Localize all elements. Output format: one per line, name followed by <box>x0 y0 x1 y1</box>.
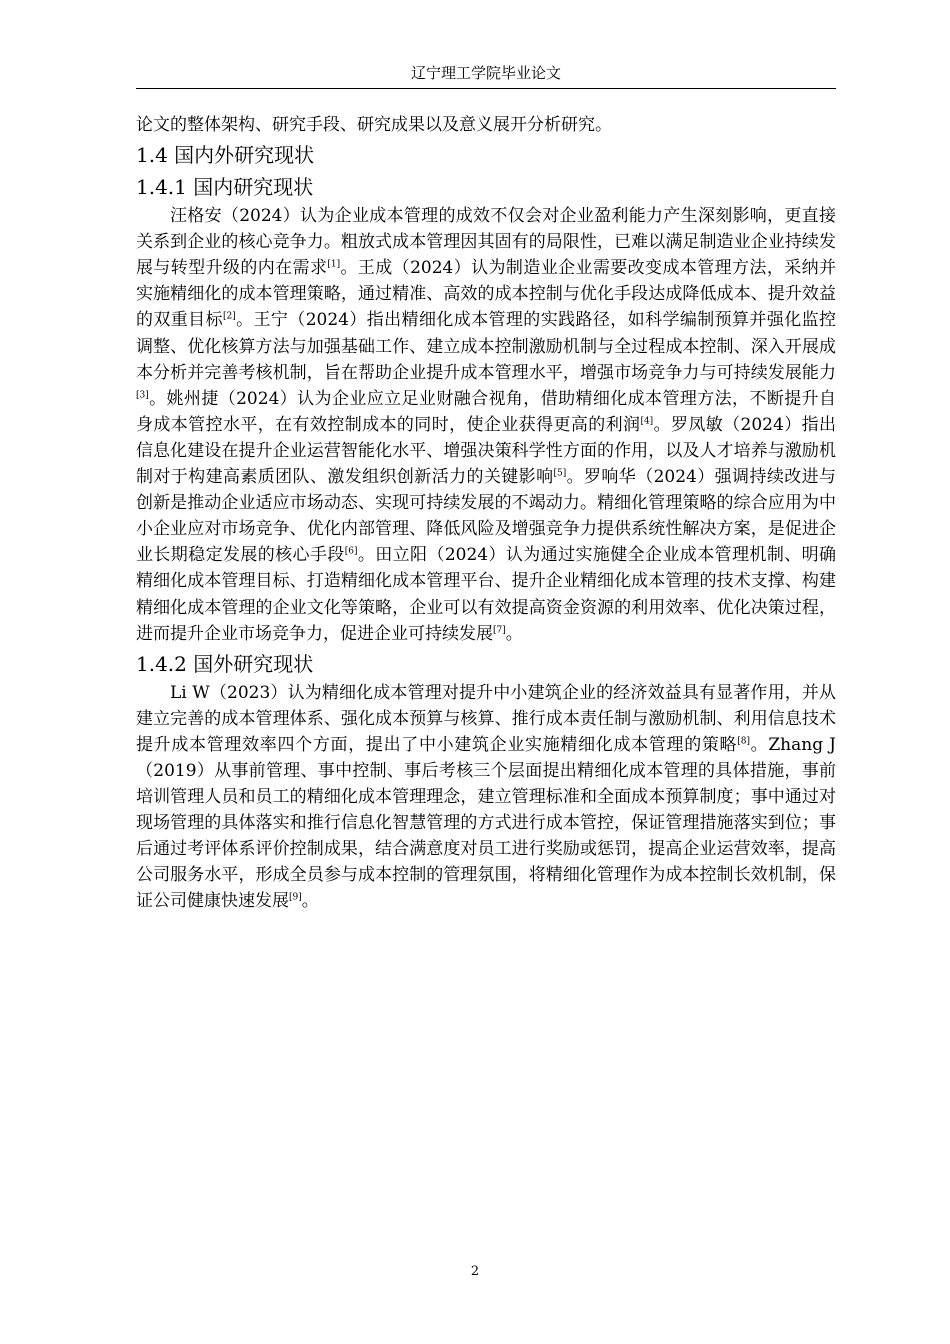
foreign-paragraph <box>136 680 836 915</box>
text-segment: 。王成（2024）认为制造业企业需要改变成本管理方法，采纳并实施精细化的成本管理策略，通过精准、高效的成本控制与优化手段达成降低成本、提升效益的双重目标 <box>136 258 837 331</box>
text-segment: Li W（2023）认为精细化成本管理对提升中小建筑企业的经济效益具有显著作用，并从建立完善的成本管理体系、强化成本预算与核算、推行成本责任制与激励机制、利用信息技术提升成本管理效率四个方面，提出了中小建筑企业实施精细化成本管理的策略 <box>136 682 836 755</box>
citation-ref: [6] <box>344 546 358 557</box>
page-number: 2 <box>470 1264 480 1279</box>
citation-ref: [3] <box>136 390 149 401</box>
text-segment: 汪格安（2024）认为企业成本管理的成效不仅会对企业盈利能力产生深刻影响，更直接关系到企业的核心竞争力。粗放式成本管理因其固有的局限性，已难以满足制造业企业持续发展与转型升级的内在需求 <box>136 206 836 279</box>
citation-ref: [7] <box>493 624 506 635</box>
text-segment: 。罗凤敏（2024）指出信息化建设在提升企业运营智能化水平、增强决策科学性方面的作用，以及人才培养与激励机制对于构建高素质团队、激发组织创新活力的关键影响 <box>136 414 836 488</box>
text-segment: 。Zhang J（2019）从事前管理、事中控制、事后考核三个层面提出精细化成本管理的具体措施，事前培训管理人员和员工的精细化成本管理理念，建立管理标准和全面成本预算制度；事中通过对现场管理的具体落实和推行信息化智慧管理的方式进行成本管控，保证管理措施落实到位；事后通过考评体系评价控制成果，结合满意度对员工进行奖励或惩罚，提高企业运营效率，提高公司服务水平，形成全员参与成本控制的管理氛围，将精细化管理作为成本控制长效机制，保证公司健康快速发展 <box>136 734 836 912</box>
text-segment: 。罗响华（2024）强调持续改进与创新是推动企业适应市场动态、实现可持续发展的不竭动力。精细化管理策略的综合应用为中小企业应对市场竞争、优化内部管理、降低风险及增强竞争力提供系统性解决方案，是促进企业长期稳定发展的核心手段 <box>136 467 837 566</box>
running-header: 辽宁理工学院毕业论文 <box>410 64 561 82</box>
domestic-paragraph <box>136 203 836 647</box>
page-body <box>136 112 836 915</box>
citation-ref: [1] <box>327 259 341 270</box>
citation-ref: [5] <box>553 468 567 479</box>
intro-paragraph-tail: 论文的整体架构、研究手段、研究成果以及意义展开分析研究。 <box>136 115 612 135</box>
text-segment: 。姚州捷（2024）认为企业应立足业财融合视角，借助精细化成本管理方法，不断提升自身成本管控水平，在有效控制成本的同时，使企业获得更高的利润 <box>136 388 836 435</box>
text-segment: 。 <box>301 891 319 912</box>
citation-ref: [2] <box>222 311 236 322</box>
text-segment: 。田立阳（2024）认为通过实施健全企业成本管理机制、明确精细化成本管理目标、打造精细化成本管理平台、提升企业精细化成本管理的技术支撑、构建精细化成本管理的企业文化等策略，企业可以有效提高资金资源的利用效率、优化决策过程，进而提升企业市场竞争力，促进企业可持续发展 <box>136 545 836 644</box>
subsection-heading-foreign: 1.4.2 国外研究现状 <box>136 651 314 676</box>
section-heading: 1.4 国内外研究现状 <box>136 143 315 168</box>
header-rule <box>136 88 836 89</box>
subsection-heading-domestic: 1.4.1 国内研究现状 <box>136 175 314 200</box>
citation-ref: [9] <box>289 892 302 903</box>
text-segment: 。王宁（2024）指出精细化成本管理的实践路径，如科学编制预算并强化监控调整、优化核算方法与加强基础工作、建立成本控制激励机制与全过程成本控制、深入开展成本分析并完善考核机制，旨在帮助企业提升成本管理水平，增强市场竞争力与可持续发展能力 <box>136 310 837 383</box>
text-segment: 。 <box>505 623 523 644</box>
citation-ref: [4] <box>640 416 654 427</box>
citation-ref: [8] <box>737 736 750 747</box>
